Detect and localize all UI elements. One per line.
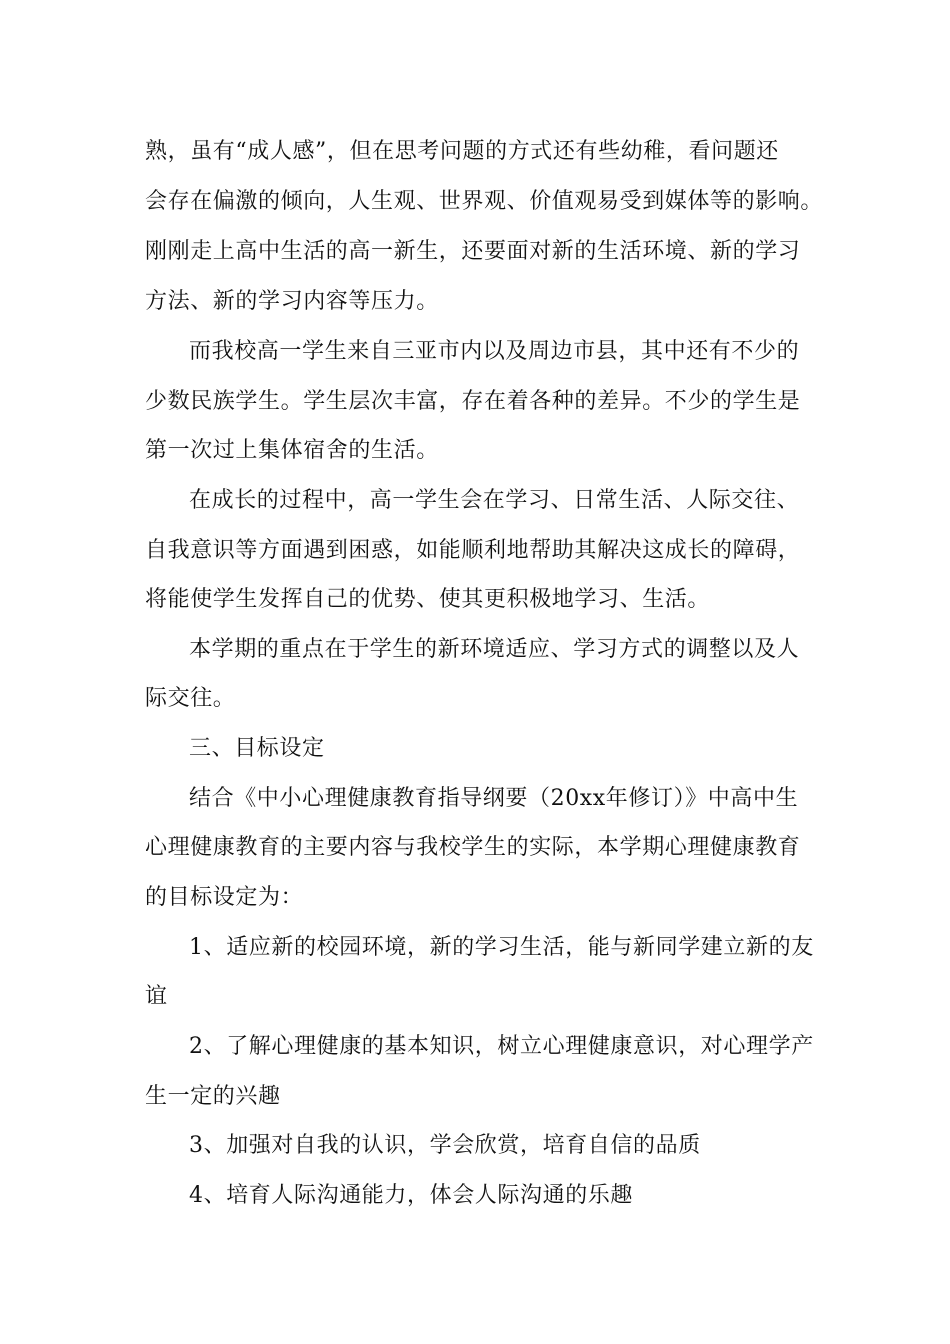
goal-item-1-continued: 谊 [145,984,168,1009]
goal-item-1: 1、适应新的校园环境，新的学习生活，能与新同学建立新的友 [189,935,814,960]
text-line: 熟，虽有“成人感”，但在思考问题的方式还有些幼稚，看问题还 [145,139,779,164]
goal-item-4: 4、培育人际沟通能力，体会人际沟通的乐趣 [189,1183,633,1208]
section-heading: 三、目标设定 [189,736,325,761]
paragraph-start-line: 在成长的过程中，高一学生会在学习、日常生活、人际交往、 [189,488,800,513]
text-line: 少数民族学生。学生层次丰富，存在着各种的差异。不少的学生是 [145,389,801,414]
goal-item-2-continued: 生一定的兴趣 [145,1084,281,1109]
paragraph-start-line: 结合《中小心理健康教育指导纲要（20xx年修订）》中高中生 [189,786,799,811]
text-line: 自我意识等方面遇到困惑，如能顺利地帮助其解决这成长的障碍， [145,538,801,563]
text-line: 方法、新的学习内容等压力。 [145,289,439,314]
paragraph-start-line: 而我校高一学生来自三亚市内以及周边市县，其中还有不少的 [189,339,800,364]
paragraph-start-line: 本学期的重点在于学生的新环境适应、学习方式的调整以及人 [189,637,800,662]
text-line: 心理健康教育的主要内容与我校学生的实际，本学期心理健康教育 [145,835,801,860]
goal-item-3: 3、加强对自我的认识，学会欣赏，培育自信的品质 [189,1133,701,1158]
text-line: 将能使学生发挥自己的优势、使其更积极地学习、生活。 [145,587,711,612]
text-line: 刚刚走上高中生活的高一新生，还要面对新的生活环境、新的学习 [145,239,801,264]
text-line: 第一次过上集体宿舍的生活。 [145,438,439,463]
goal-item-2: 2、了解心理健康的基本知识，树立心理健康意识，对心理学产 [189,1034,814,1059]
text-line: 的目标设定为： [145,885,304,910]
text-line: 会存在偏激的倾向，人生观、世界观、价值观易受到媒体等的影响。 [145,189,824,214]
text-line: 际交往。 [145,686,236,711]
